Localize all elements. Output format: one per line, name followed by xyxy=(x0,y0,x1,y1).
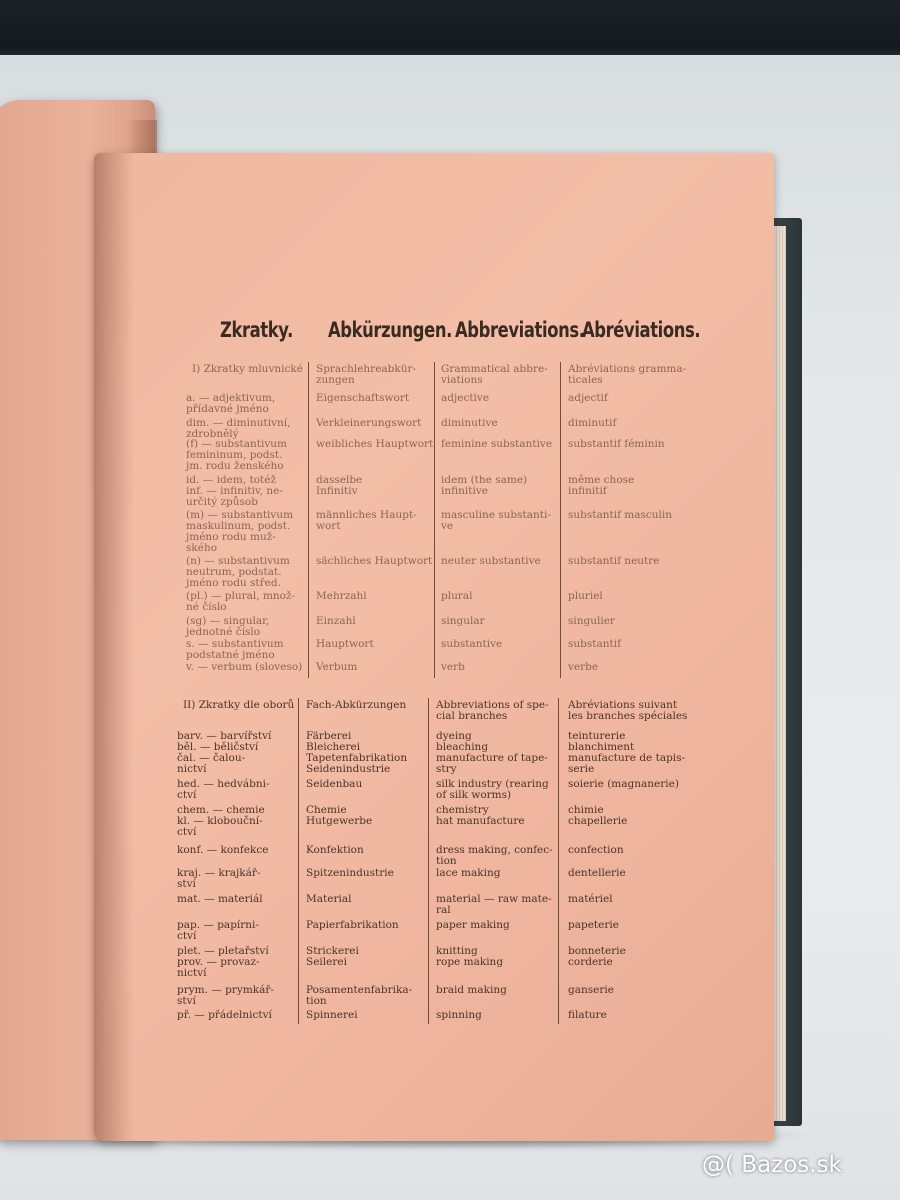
section-title-line: viations xyxy=(441,374,483,386)
table-cell-line: Chemie xyxy=(306,804,347,816)
table-cell-line: a. — adjektivum, xyxy=(186,392,276,404)
table-cell-line: dress making, confec- xyxy=(436,844,553,856)
table-cell-line: feminine substantive xyxy=(441,438,553,450)
table-cell-line: Bleicherei xyxy=(306,741,361,753)
table-cell-line: plural xyxy=(441,590,473,602)
table-cell-line: adjective xyxy=(441,392,490,404)
table-cell-line: chapellerie xyxy=(568,815,628,827)
table-cell-line: Verkleinerungswort xyxy=(316,417,422,429)
table-cell-line: chimie xyxy=(568,804,604,816)
table-cell-line: diminutif xyxy=(568,417,617,429)
table-cell-line: konf. — konfekce xyxy=(177,844,269,856)
table-cell-line: Verbum xyxy=(316,661,358,673)
table-cell-line: Mehrzahl xyxy=(316,590,367,602)
table-cell-line: soierie (magnanerie) xyxy=(568,778,679,790)
table-cell-line: confection xyxy=(568,844,624,856)
section-title-line: Abréviations suivant xyxy=(568,699,678,711)
section-title-line: II) Zkratky dle oborů xyxy=(183,699,295,711)
table-cell-line: idem (the same) xyxy=(441,474,528,486)
section-title-line: Sprachlehreabkür- xyxy=(316,363,417,375)
table-cell-line: Einzahl xyxy=(316,615,356,627)
table-cell-line: papeterie xyxy=(568,919,619,931)
table-cell-line: pluriel xyxy=(568,590,603,602)
column-rule-2 xyxy=(434,362,435,678)
table-cell-line: masculine substanti- xyxy=(441,509,551,521)
section-title-line: Abbreviations of spe- xyxy=(436,699,549,711)
table-cell-line: wort xyxy=(316,520,341,532)
table-cell-line: (pl.) — plural, množ- xyxy=(186,590,296,602)
table-cell-line: Seilerei xyxy=(306,956,347,968)
table-cell-line: manufacture of tape- xyxy=(436,752,548,764)
table-cell-line: s. — substantivum xyxy=(186,638,284,650)
table-cell-line: bleaching xyxy=(436,741,489,753)
table-cell-line: adjectif xyxy=(568,392,608,404)
table-cell-line: prov. — provaz- xyxy=(177,956,260,968)
table-cell-line: čal. — čalou- xyxy=(177,752,246,764)
table-cell-line: Infinitiv xyxy=(316,485,358,497)
heading-czech: Zkratky. xyxy=(220,318,293,342)
section-title-line: Fach-Abkürzungen xyxy=(306,699,407,711)
table-cell-line: (sg) — singular, xyxy=(186,615,270,627)
table-cell-line: femininum, podst. xyxy=(186,449,283,461)
column-rule-1 xyxy=(308,362,309,678)
table-cell-line: substantif xyxy=(568,638,621,650)
table-cell-line: Strickerei xyxy=(306,945,359,957)
table-cell-line: dentellerie xyxy=(568,867,626,879)
table-cell-line: tion xyxy=(306,995,327,1007)
table-cell-line: paper making xyxy=(436,919,510,931)
table-cell-line: männliches Haupt- xyxy=(316,509,417,521)
table-cell-line: neuter substantive xyxy=(441,555,541,567)
table-cell-line: substantif féminin xyxy=(568,438,665,450)
table-cell-line: braid making xyxy=(436,984,507,996)
table-cell-line: chemistry xyxy=(436,804,489,816)
table-cell-line: substantive xyxy=(441,638,503,650)
table-cell-line: id. — idem, totéž xyxy=(186,474,277,486)
table-cell-line: plet. — pletařství xyxy=(177,945,269,957)
heading-german: Abkürzungen. xyxy=(328,318,452,342)
table-cell-line: nictví xyxy=(177,763,207,775)
table-cell-line: prym. — prymkář- xyxy=(177,984,274,996)
column-rule-6 xyxy=(558,698,559,1024)
table-cell-line: sächliches Hauptwort xyxy=(316,555,433,567)
section-title-line: Abréviations gramma- xyxy=(568,363,687,375)
table-cell-line: dasselbe xyxy=(316,474,363,486)
table-cell-line: běl. — běličství xyxy=(177,741,259,753)
table-cell-line: dyeing xyxy=(436,730,472,742)
table-cell-line: Spitzenindustrie xyxy=(306,867,394,879)
table-cell-line: neutrum, podstat. xyxy=(186,566,282,578)
table-cell-line: zdrobnělý xyxy=(186,428,239,440)
table-cell-line: hed. — hedvábni- xyxy=(177,778,270,790)
table-cell-line: filature xyxy=(568,1009,607,1021)
table-cell-line: (f) — substantivum xyxy=(186,438,287,450)
table-cell-line: jméno rodu muž- xyxy=(186,531,276,543)
table-cell-line: singulier xyxy=(568,615,615,627)
section-title-line: les branches spéciales xyxy=(568,710,688,722)
table-cell-line: teinturerie xyxy=(568,730,626,742)
heading-french: Abréviations. xyxy=(582,318,701,342)
table-cell-line: lace making xyxy=(436,867,501,879)
table-cell-line: stry xyxy=(436,763,457,775)
table-cell-line: ctví xyxy=(177,930,197,942)
table-cell-line: Hutgewerbe xyxy=(306,815,373,827)
table-cell-line: tion xyxy=(436,855,457,867)
table-cell-line: inf. — infinitiv, ne- xyxy=(186,485,283,497)
table-cell-line: kl. — klobouční- xyxy=(177,815,263,827)
table-cell-line: rope making xyxy=(436,956,504,968)
table-cell-line: hat manufacture xyxy=(436,815,525,827)
table-cell-line: podstatné jméno xyxy=(186,649,275,661)
table-cell-line: (m) — substantivum xyxy=(186,509,294,521)
table-cell-line: pap. — papírni- xyxy=(177,919,259,931)
table-cell-line: ského xyxy=(186,542,218,554)
table-cell-line: ve xyxy=(441,520,454,532)
table-cell-line: knitting xyxy=(436,945,478,957)
table-cell-line: singular xyxy=(441,615,485,627)
table-cell-line: né číslo xyxy=(186,601,227,613)
table-cell-line: Hauptwort xyxy=(316,638,374,650)
table-cell-line: ctví xyxy=(177,789,197,801)
table-cell-line: même chose xyxy=(568,474,635,486)
table-cell-line: Seidenindustrie xyxy=(306,763,391,775)
column-rule-5 xyxy=(428,698,429,1024)
section-title-line: ticales xyxy=(568,374,603,386)
table-cell-line: jm. rodu ženského xyxy=(186,460,284,472)
dark-shelf xyxy=(0,0,900,58)
section-title-line: I) Zkratky mluvnické xyxy=(192,363,303,375)
table-cell-line: kraj. — krajkář- xyxy=(177,867,261,879)
table-cell-line: ctví xyxy=(177,826,197,838)
table-cell-line: ral xyxy=(436,904,451,916)
table-cell-line: v. — verbum (sloveso) xyxy=(186,661,303,673)
table-cell-line: corderie xyxy=(568,956,613,968)
heading-english: Abbreviations. xyxy=(455,318,585,342)
table-cell-line: dim. — diminutivní, xyxy=(186,417,291,429)
section-title-line: zungen xyxy=(316,374,355,386)
table-cell-line: Posamentenfabrika- xyxy=(306,984,413,996)
table-cell-line: verb xyxy=(441,661,465,673)
table-cell-line: přídavné jméno xyxy=(186,403,269,415)
table-cell-line: blanchiment xyxy=(568,741,635,753)
table-cell-line: weibliches Hauptwort xyxy=(316,438,434,450)
table-cell-line: určitý způsob xyxy=(186,496,258,508)
table-cell-line: Tapetenfabrikation xyxy=(306,752,408,764)
table-cell-line: Spinnerei xyxy=(306,1009,358,1021)
table-cell-line: Material xyxy=(306,893,352,905)
table-cell-line: maskulinum, podst. xyxy=(186,520,291,532)
table-cell-line: barv. — barvířství xyxy=(177,730,272,742)
table-cell-line: (n) — substantivum xyxy=(186,555,290,567)
column-rule-4 xyxy=(298,698,299,1024)
table-cell-line: infinitif xyxy=(568,485,607,497)
table-cell-line: mat. — materiál xyxy=(177,893,263,905)
table-cell-line: ganserie xyxy=(568,984,614,996)
table-cell-line: verbe xyxy=(568,661,599,673)
section-title-line: cial branches xyxy=(436,710,508,722)
table-cell-line: Seidenbau xyxy=(306,778,363,790)
table-cell-line: material — raw mate- xyxy=(436,893,552,905)
table-cell-line: Papierfabrikation xyxy=(306,919,399,931)
table-cell-line: ství xyxy=(177,878,196,890)
table-cell-line: př. — přádelnictví xyxy=(177,1009,272,1021)
table-cell-line: infinitive xyxy=(441,485,488,497)
table-cell-line: Färberei xyxy=(306,730,352,742)
table-cell-line: serie xyxy=(568,763,595,775)
watermark: @( Bazos.sk xyxy=(702,1152,842,1178)
table-cell-line: ství xyxy=(177,995,196,1007)
table-cell-line: chem. — chemie xyxy=(177,804,265,816)
table-cell-line: diminutive xyxy=(441,417,498,429)
table-cell-line: of silk worms) xyxy=(436,789,512,801)
table-cell-line: substantif neutre xyxy=(568,555,660,567)
section-title-line: Grammatical abbre- xyxy=(441,363,548,375)
table-cell-line: bonneterie xyxy=(568,945,626,957)
table-cell-line: substantif masculin xyxy=(568,509,673,521)
table-cell-line: silk industry (rearing xyxy=(436,778,549,790)
table-cell-line: jednotné číslo xyxy=(186,626,261,638)
right-page-gutter xyxy=(94,153,134,1141)
table-cell-line: nictví xyxy=(177,967,207,979)
table-cell-line: spinning xyxy=(436,1009,482,1021)
table-cell-line: jméno rodu střed. xyxy=(186,577,281,589)
column-rule-3 xyxy=(560,362,561,678)
table-cell-line: Konfektion xyxy=(306,844,364,856)
table-cell-line: matériel xyxy=(568,893,613,905)
table-cell-line: manufacture de tapis- xyxy=(568,752,686,764)
table-cell-line: Eigenschaftswort xyxy=(316,392,410,404)
